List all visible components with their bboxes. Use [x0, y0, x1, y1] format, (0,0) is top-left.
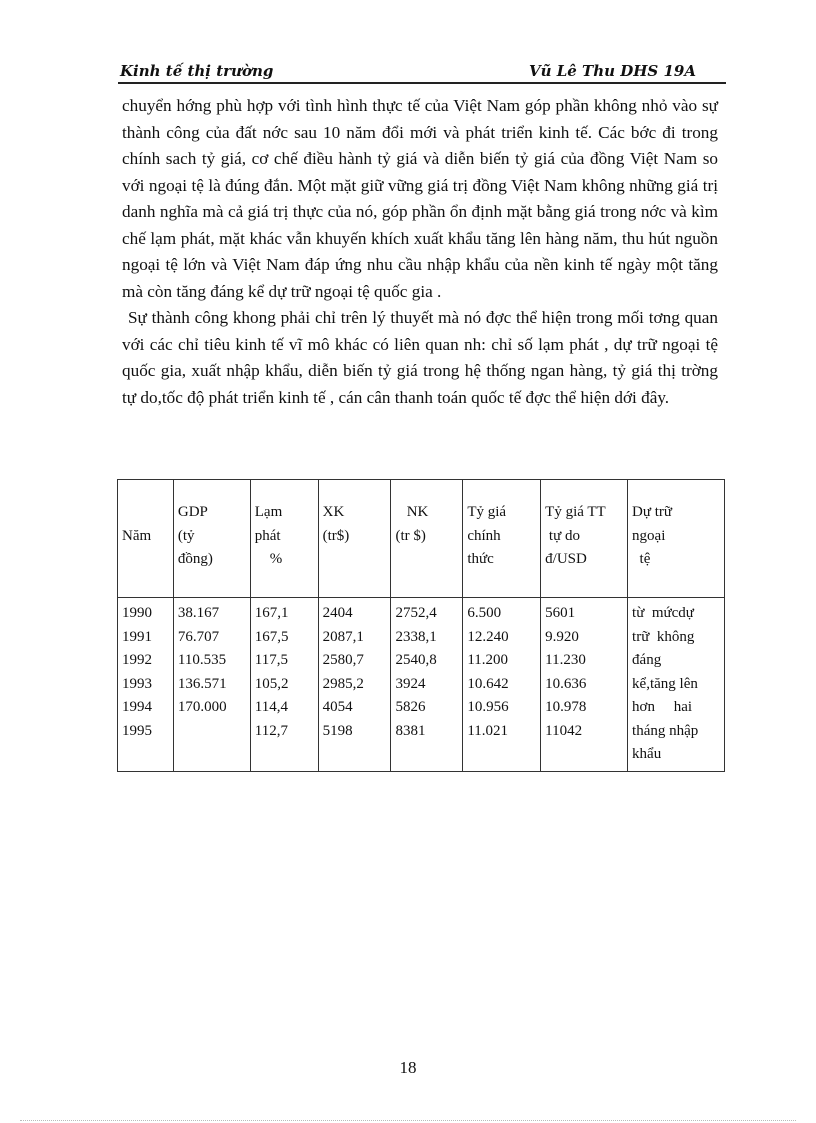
header-ty-gia-tu-do: Tỷ giá TT tự do đ/USD — [541, 480, 628, 598]
paragraph-2: Sự thành công khong phải chỉ trên lý thuyết mà nó đợc thể hiện trong mối tơng quan với các chỉ tiêu kinh tế vĩ mô khác có liên quan nh: chỉ số lạm phát , dự trữ ngoại tệ quốc gia, xuất nhập khẩu, diễn biến tỷ giá trong hệ thống ngan hàng, tỷ giá thị trờng tự do,tốc độ phát triển kinh tế , cán cân thanh toán quốc tế đợc thể hiện dới đây. — [122, 308, 718, 407]
header-gdp: GDP (tỷ đồng) — [173, 480, 250, 598]
body-text — [122, 93, 718, 411]
cell-du-tru: từ mứcdự trữ không đáng kể,tăng lên hơn hai tháng nhập khẩu — [628, 598, 725, 772]
cell-xk: 2404 2087,1 2580,7 2985,2 4054 5198 — [318, 598, 391, 772]
table-header-row — [118, 480, 725, 598]
page-header — [118, 56, 726, 84]
header-xk: XK (tr$) — [318, 480, 391, 598]
economic-indicators-table — [117, 479, 725, 772]
cell-lam-phat: 167,1 167,5 117,5 105,2 114,4 112,7 — [250, 598, 318, 772]
header-left-title: Kinh tế thị trường — [120, 62, 274, 80]
page-number: 18 — [399, 1058, 417, 1077]
table-row — [118, 598, 725, 772]
header-ty-gia-chinh-thuc: Tỷ giá chính thức — [463, 480, 541, 598]
paragraph-1: chuyển hớng phù hợp với tình hình thực tế của Việt Nam góp phần không nhỏ vào sự thành công của đất nớc sau 10 năm đổi mới và phát triển kinh tế. Các bớc đi trong chính sach tỷ giá, cơ chế điều hành tỷ giá và diễn biến tỷ giá của đồng Việt Nam so với ngoại tệ là đúng đắn. Một mặt giữ vững giá trị đồng Việt Nam không những giá trị danh nghĩa mà cả giá trị thực của nó, góp phần ổn định mặt bằng giá trong nớc và kìm chế lạm phát, mặt khác vẫn khuyến khích xuất khẩu tăng lên hàng năm, thu hút nguồn ngoại tệ lớn và Việt Nam đáp ứng nhu cầu nhập khẩu của nền kinh tế ngày một tăng mà còn tăng đáng kể dự trữ ngoại tệ quốc gia . — [122, 96, 718, 301]
header-right-author: Vũ Lê Thu DHS 19A — [528, 62, 696, 80]
header-du-tru: Dự trữ ngoại tệ — [628, 480, 725, 598]
cell-gdp: 38.167 76.707 110.535 136.571 170.000 — [173, 598, 250, 772]
header-nam: Năm — [118, 480, 174, 598]
cell-ty-gia-tu-do: 5601 9.920 11.230 10.636 10.978 11042 — [541, 598, 628, 772]
cell-nam: 1990 1991 1992 1993 1994 1995 — [118, 598, 174, 772]
footer-divider — [20, 1120, 796, 1121]
cell-nk: 2752,4 2338,1 2540,8 3924 5826 8381 — [391, 598, 463, 772]
header-nk: NK (tr $) — [391, 480, 463, 598]
cell-ty-gia-chinh-thuc: 6.500 12.240 11.200 10.642 10.956 11.021 — [463, 598, 541, 772]
header-lam-phat: Lạm phát % — [250, 480, 318, 598]
